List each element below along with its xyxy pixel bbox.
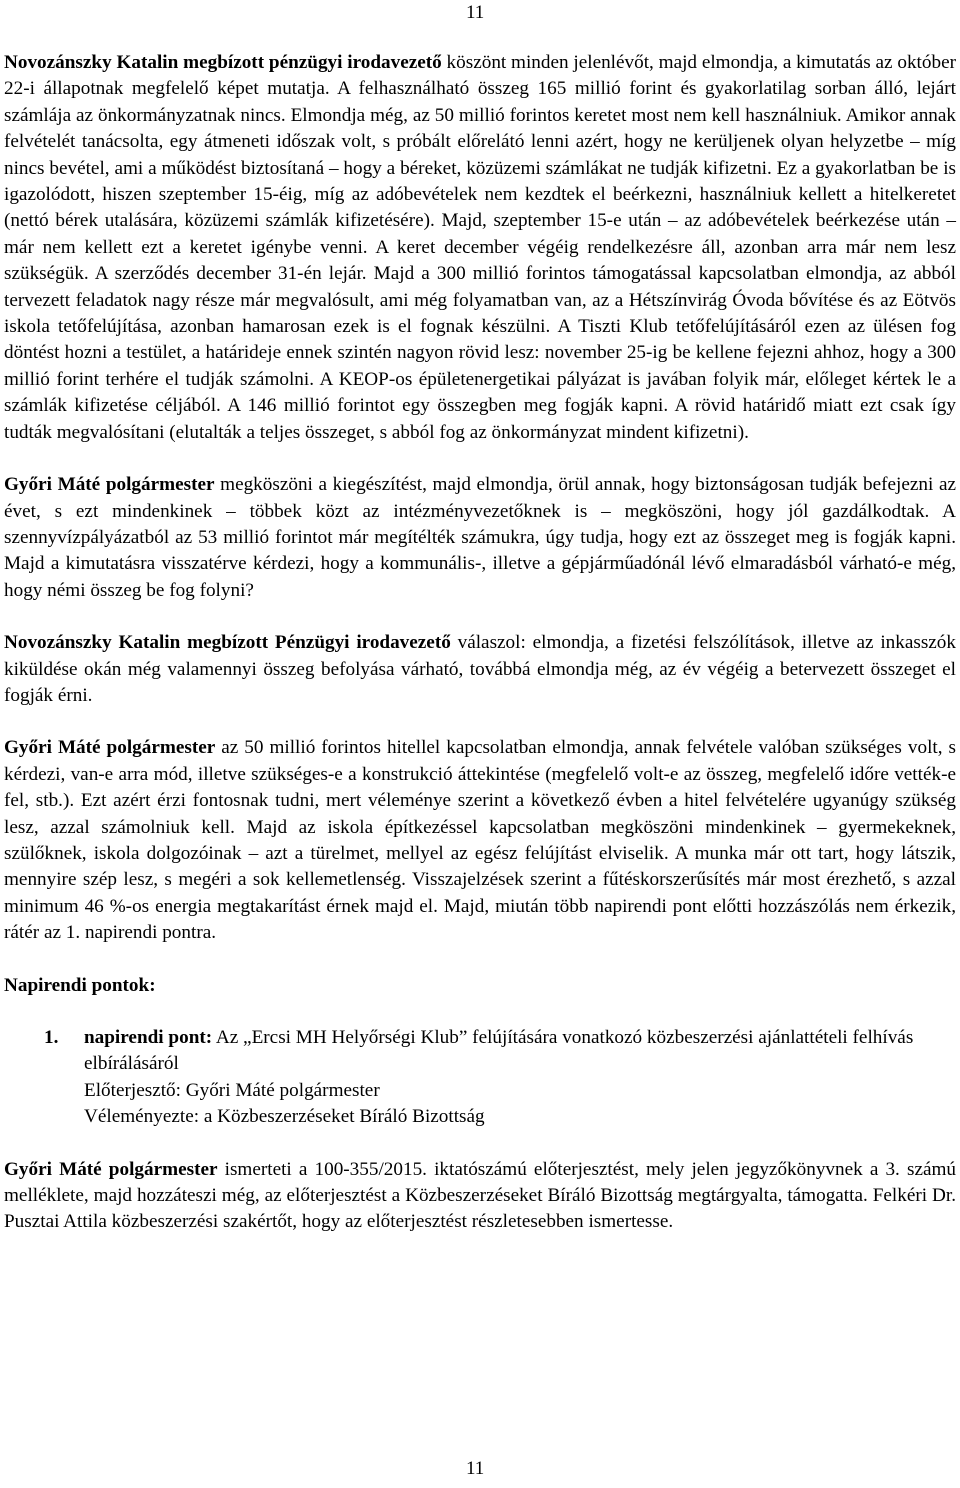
- paragraph-text: köszönt minden jelenlévőt, majd elmondja, a kimutatás az október 22-i állapotnak megfelelő képet mutatja. A felhasználható összeg 165 millió forint és gyakorlatilag sorban álló, lejárt számlája az önkormányzatnak nincs. Elmondja még, az 50 millió forintos keretet most nem kell használniuk. Amikor annak felvételét tanácsolta, egy átmeneti időszak volt, s próbált előrelátó lenni azért, hogy ne kerüljenek olyan helyzetbe – míg nincs bevétel, ami a működést biztosítaná – hogy a béreket, közüzemi számlákat ne tudják kifizetni. Ez a gyakorlatban be is igazolódott, hiszen szeptember 15-éig, míg az adóbevételek nem kezdtek el beérkezni, használniuk kellett a hitelkeretet (nettó bérek utalására, közüzemi számlák kifizetésére). Majd, szeptember 15-e után – az adóbevételek beérkezése után – már nem kellett ezt a keretet igénybe venni. A keret december végéig rendelkezésre áll, azonban arra már nem lesz szükségük. A szerződés december 31-én lejár. Majd a 300 millió forintos támogatással kapcsolatban elmondja, az abból tervezett feladatok nagy része már megvalósult, ami még folyamatban van, az a Hétszínvirág Óvoda bővítése és az Eötvös iskola tetőfelújítása, azonban hamarosan ezek is el fognak készülni. A Tiszti Klub tetőfelújításáról ezen az ülésen fog döntést hozni a testület, a határideje ennek szintén nagyon rövid lesz: november 25-ig be kellene fejezni ahhoz, hogy a 300 millió forint terhére el tudják számolni. A KEOP-os épületenergetikai pályázat is javában folyik már, előleget kértek le a számlák kifizetése céljából. A 146 millió forintot egy összegben meg fogják kapni. A rövid határidő miatt ezt csak így tudták megvalósítani (elutalták a teljes összeget, s abból fog az önkormányzat mindent kifizetni).: [4, 52, 956, 443]
- paragraph-novozanszky-report: [4, 50, 956, 446]
- speaker-name: Győri Máté polgármester: [4, 1158, 218, 1180]
- paragraph-text: ismerteti a 100-355/2015. iktatószámú előterjesztést, mely jelen jegyzőkönyvnek a 3. számú melléklete, majd hozzáteszi még, az előterjesztést a Közbeszerzéseket Bíráló Bizottság megtárgyalta, támogatta. Felkéri Dr. Pusztai Attila közbeszerzési szakértőt, hogy az előterjesztést részletesebben ismertesse.: [4, 1158, 956, 1233]
- agenda-item-presenter: Előterjesztő: Győri Máté polgármester: [84, 1079, 380, 1101]
- speaker-name: Győri Máté polgármester: [4, 474, 215, 496]
- speaker-name: Novozánszky Katalin megbízott Pénzügyi irodavezető: [4, 632, 451, 654]
- paragraph-gyori-credit: [4, 735, 956, 946]
- page-number-bottom: 11: [466, 1458, 485, 1479]
- paragraph-text: válaszol: elmondja, a fizetési felszólítások, illetve az inkasszók kiküldése okán még valamennyi összeg befolyása várható, továbbá elmondja még, az év végéig a betervezett összeget el fogják érni.: [4, 632, 956, 706]
- agenda-item-label: napirendi pont:: [84, 1027, 213, 1048]
- agenda-item-title: Az „Ercsi MH Helyőrségi Klub” felújítására vonatkozó közbeszerzési ajánlattételi felhívás elbírálásáról: [84, 1027, 914, 1075]
- page-number-top: 11: [466, 2, 485, 23]
- speaker-name: Novozánszky Katalin megbízott pénzügyi irodavezető: [4, 52, 442, 73]
- document-body: [4, 50, 956, 1262]
- agenda-item-reviewer: Véleményezte: a Közbeszerzéseket Bíráló Bizottság: [84, 1106, 485, 1128]
- agenda-item-number: 1.: [44, 1027, 59, 1048]
- paragraph-gyori-thanks: [4, 472, 956, 604]
- agenda-heading: Napirendi pontok:: [4, 974, 156, 996]
- paragraph-novozanszky-answer: [4, 630, 956, 709]
- paragraph-text: az 50 millió forintos hitellel kapcsolatban elmondja, annak felvétele valóban szükséges volt, s kérdezi, van-e arra mód, illetve szükséges-e a konstrukció áttekintése (megfelelő volt-e az összeg, megfelelő időre vették-e fel, stb.). Ezt azért érzi fontosnak tudni, mert véleménye szerint a következő évben a hitel felvételére ugyanúgy szükség lesz, azzal számolniuk kell. Majd az iskola építkezéssel kapcsolatban megköszöni mindenkinek – gyermekeknek, szülőknek, iskola dolgozóinak – azt a türelmet, mellyel az egész felújítást elviselik. A munka már ott tart, hogy látszik, mennyire szép lesz, s megéri a sok kellemetlenség. Visszajelzések szerint a fűtéskorszerűsítés már most érezhető, s azzal minimum 46 %-os energia megtakarítást érnek majd el. Majd, miután több napirendi pont előtti hozzászólás nem érkezik, rátér az 1. napirendi pontra.: [4, 737, 956, 944]
- paragraph-text: megköszöni a kiegészítést, majd elmondja, örül annak, hogy biztonságosan tudják befejezni az évet, s ezt mindenkinek – többek közt az intézményvezetőknek is – megköszöni, hogy jól gazdálkodtak. A szennyvízpályázatból az 53 millió forintot már megítélték számukra, úgy tudja, hogy ezt az összeget meg is fogják kapni. Majd a kimutatásra visszatérve kérdezi, hogy a kommunális-, illetve a gépjárműadónál lévő elmaradásból várható-e még, hogy némi összeg be fog folyni?: [4, 474, 956, 601]
- agenda-item-title-line: [84, 1025, 956, 1078]
- agenda-item-1: [4, 1025, 956, 1131]
- speaker-name: Győri Máté polgármester: [4, 737, 216, 759]
- paragraph-gyori-introduction: [4, 1157, 956, 1236]
